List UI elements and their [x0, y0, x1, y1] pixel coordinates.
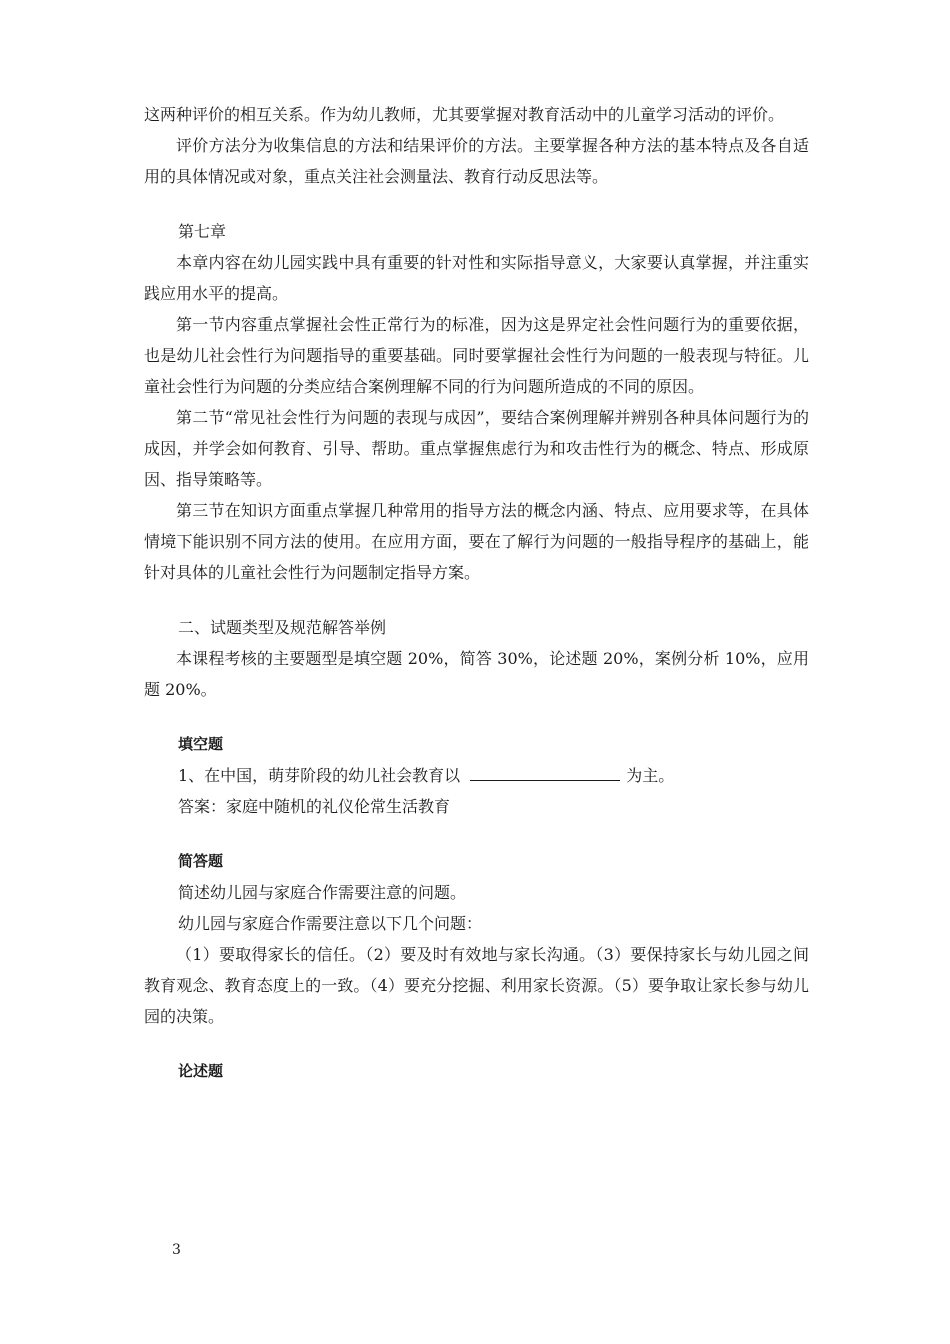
chapter-7-section-2: 第二节“常见社会性行为问题的表现与成因”，要结合案例理解并辨别各种具体问题行为的成因，并学会如何教育、引导、帮助。重点掌握焦虑行为和攻击性行为的概念、特点、形成原因、指导策略等。 [144, 408, 809, 489]
chapter-7-section-3: 第三节在知识方面重点掌握几种常用的指导方法的概念内涵、特点、应用要求等，在具体情境下能识别不同方法的使用。在应用方面，要在了解行为问题的一般指导程序的基础上，能针对具体的儿童社会性行为问题制定指导方案。 [144, 501, 809, 582]
short-answer-lead: 幼儿园与家庭合作需要注意以下几个问题： [178, 914, 483, 933]
paragraph-evaluation-methods: 评价方法分为收集信息的方法和结果评价的方法。主要掌握各种方法的基本特点及各自适用的具体情况或对象，重点关注社会测量法、教育行动反思法等。 [144, 136, 809, 186]
fill-blank-question-end: 为主。 [626, 766, 675, 785]
fill-blank-question [144, 760, 809, 791]
fill-blank-question-text: 1、在中国，萌芽阶段的幼儿社会教育以 [178, 766, 461, 785]
chapter-7-intro: 本章内容在幼儿园实践中具有重要的针对性和实际指导意义，大家要认真掌握，并注重实践应用水平的提高。 [144, 253, 809, 303]
page-content [144, 99, 809, 1087]
paragraph-evaluation-relation: 这两种评价的相互关系。作为幼儿教师，尤其要掌握对教育活动中的儿童学习活动的评价。 [144, 105, 785, 124]
short-answer-answer: （1）要取得家长的信任。（2）要及时有效地与家长沟通。（3）要保持家长与幼儿园之间教育观念、教育态度上的一致。（4）要充分挖掘、利用家长资源。（5）要争取让家长参与幼儿园的决策。 [144, 945, 809, 1026]
section-2-heading: 二、试题类型及规范解答举例 [178, 618, 387, 637]
chapter-7-heading: 第七章 [178, 222, 227, 241]
fill-blank-answer: 答案：家庭中随机的礼仪伦常生活教育 [178, 797, 451, 816]
page-number: 3 [172, 1242, 181, 1258]
essay-heading: 论述题 [178, 1062, 224, 1080]
short-answer-heading: 简答题 [178, 852, 224, 870]
chapter-7-section-1: 第一节内容重点掌握社会性正常行为的标准，因为这是界定社会性问题行为的重要依据，也是幼儿社会性行为问题指导的重要基础。同时要掌握社会性行为问题的一般表现与特征。儿童社会性行为问题的分类应结合案例理解不同的行为问题所造成的不同的原因。 [144, 315, 809, 396]
short-answer-question: 简述幼儿园与家庭合作需要注意的问题。 [178, 883, 467, 902]
fill-blank-heading: 填空题 [178, 735, 224, 753]
answer-blank [470, 762, 620, 781]
section-2-intro: 本课程考核的主要题型是填空题 20%，简答 30%，论述题 20%，案例分析 10%，应用题 20%。 [144, 649, 809, 699]
